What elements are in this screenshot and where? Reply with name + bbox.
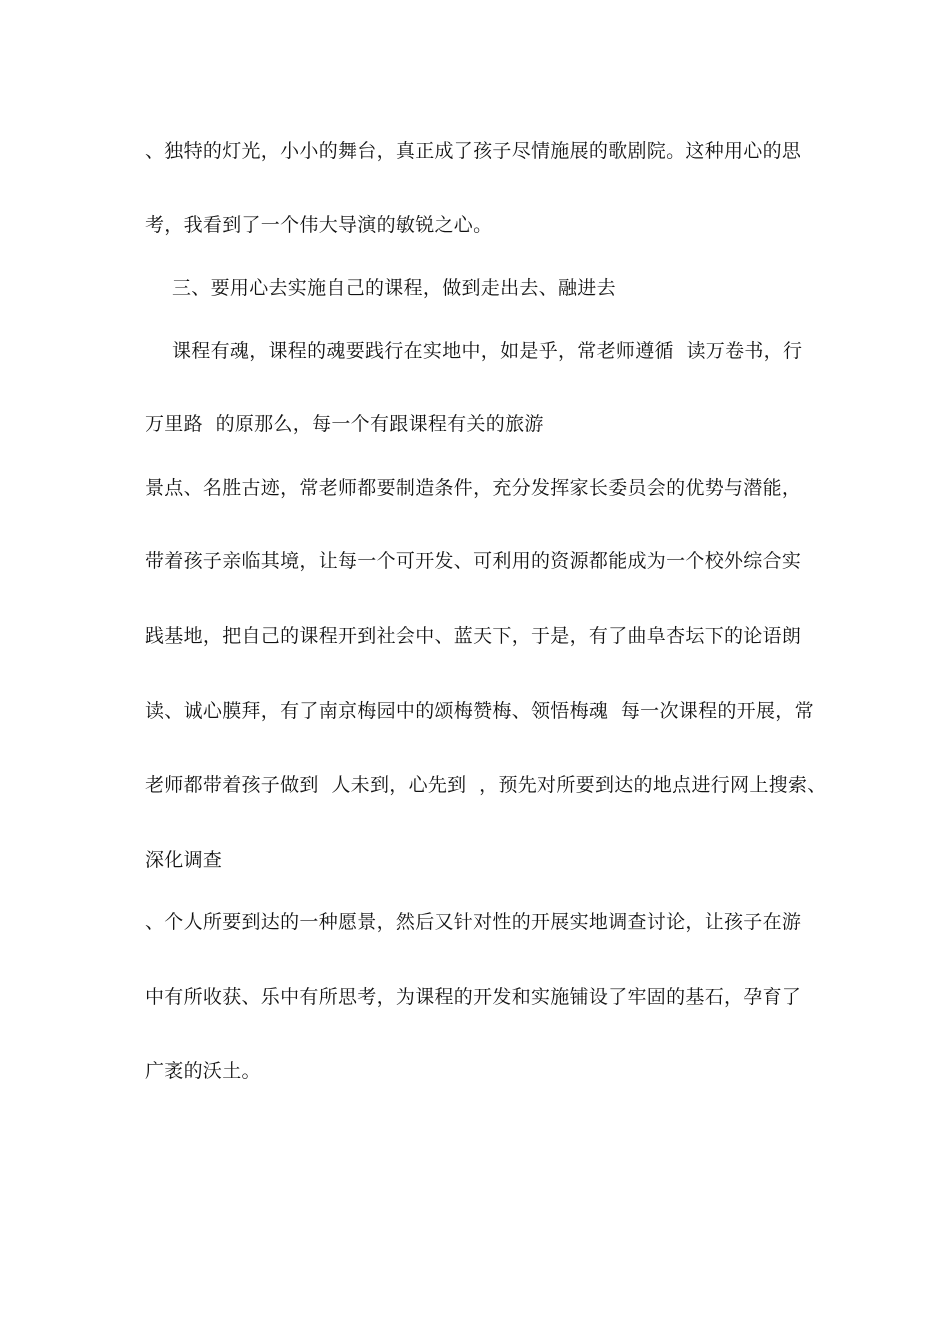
text-line: 、独特的灯光，小小的舞台，真正成了孩子尽情施展的歌剧院。这种用心的思 (145, 140, 802, 162)
text-line: 老师都带着孩子做到 人未到，心先到 ，预先对所要到达的地点进行网上搜索、 (145, 774, 827, 796)
text-line: 万里路 的原那么，每一个有跟课程有关的旅游 (145, 413, 544, 435)
text-line: 带着孩子亲临其境，让每一个可开发、可利用的资源都能成为一个校外综合实 (145, 550, 802, 572)
text-line: 课程有魂，课程的魂要践行在实地中，如是乎，常老师遵循 读万卷书，行 (172, 340, 803, 362)
text-line: 中有所收获、乐中有所思考，为课程的开发和实施铺设了牢固的基石，孕育了 (145, 986, 802, 1008)
text-line: 考，我看到了一个伟大导演的敏锐之心。 (145, 214, 493, 236)
text-line: 、个人所要到达的一种愿景，然后又针对性的开展实地调查讨论，让孩子在游 (145, 911, 802, 933)
text-line: 读、诚心膜拜，有了南京梅园中的颂梅赞梅、领悟梅魂 每一次课程的开展，常 (145, 700, 814, 722)
text-line: 广袤的沃土。 (145, 1060, 261, 1082)
text-line: 深化调查 (145, 849, 223, 871)
text-line: 景点、名胜古迹，常老师都要制造条件，充分发挥家长委员会的优势与潜能， (145, 477, 802, 499)
section-heading: 三、要用心去实施自己的课程，做到走出去、融进去 (172, 277, 616, 299)
text-line: 践基地，把自己的课程开到社会中、蓝天下，于是，有了曲阜杏坛下的论语朗 (145, 625, 802, 647)
